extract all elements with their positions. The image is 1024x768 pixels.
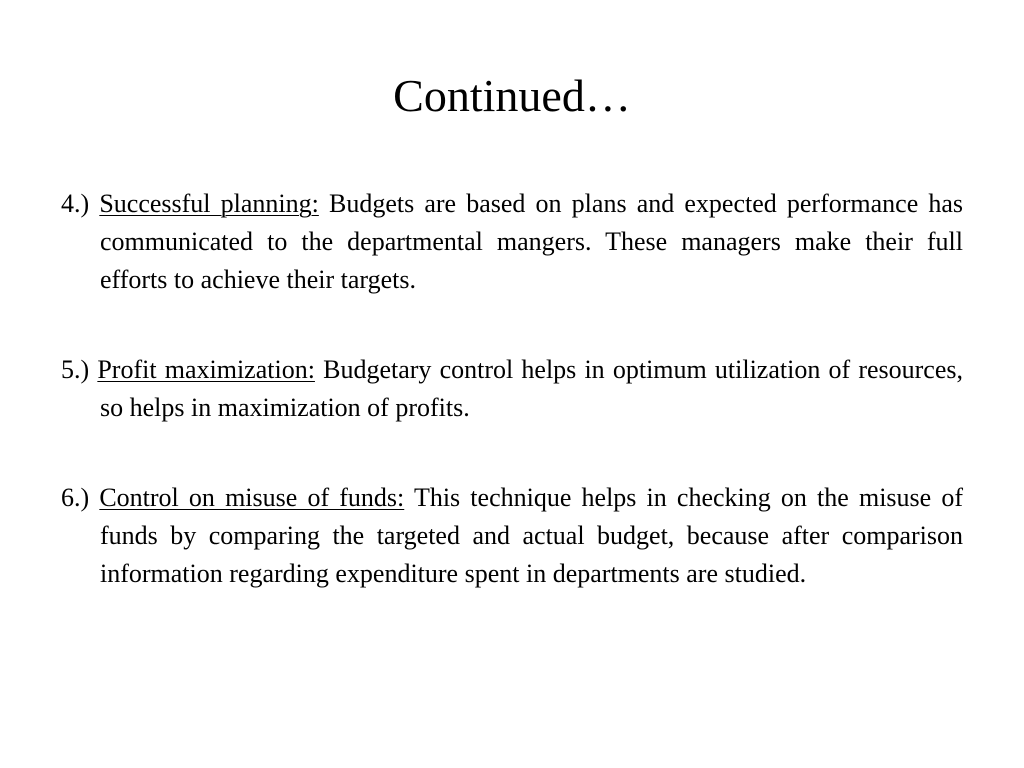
list-item-text: Budgets are based on plans and expected performance has communicated to the departmental mangers. These managers make their full efforts to achieve their targets. [100, 189, 964, 294]
list-item-term: Profit maximization: [97, 355, 315, 384]
list-item-term: Successful planning: [99, 189, 319, 218]
slide-title: Continued… [393, 70, 631, 121]
list-item-number: 4.) [61, 189, 90, 218]
list-item-number: 6.) [61, 483, 90, 512]
list-item-text: This technique helps in checking on the misuse of funds by comparing the targeted and actual budget, because after comparison information regarding expenditure spent in departments are studied. [100, 483, 964, 588]
list-item-text: Budgetary control helps in optimum utilization of resources, so helps in maximization of profits. [100, 355, 964, 422]
list-item-number: 5.) [61, 355, 90, 384]
list-item [61, 479, 963, 593]
list-item [61, 351, 963, 427]
slide-content [61, 185, 963, 593]
list-item-term: Control on misuse of funds: [99, 483, 405, 512]
list-item [61, 185, 963, 299]
